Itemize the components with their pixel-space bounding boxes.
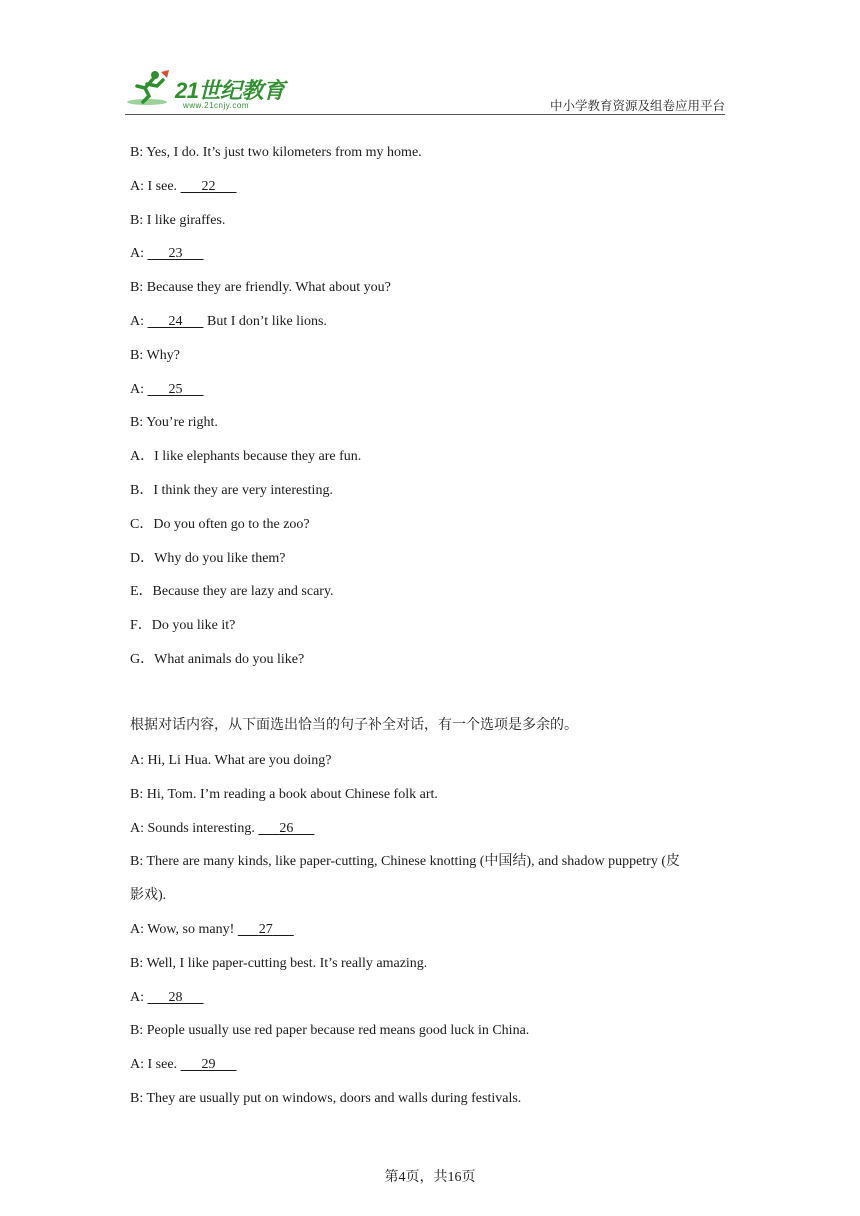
- line-text: B: You’re right.: [130, 415, 218, 430]
- line-text: B: There are many kinds, like paper-cutting, Chinese knotting (中国结), and shadow puppetry (皮: [130, 854, 681, 869]
- answer-blank[interactable]: [181, 178, 237, 196]
- dialogue-line: [130, 752, 332, 770]
- dialogue-line: [130, 955, 427, 973]
- blank-number: 27: [258, 922, 273, 937]
- line-text: A: Wow, so many!: [130, 922, 238, 937]
- line-text: B: Why?: [130, 348, 180, 363]
- dialogue-line: [130, 786, 438, 804]
- dialogue-line: [130, 1056, 237, 1074]
- blank-number: 24: [168, 314, 183, 329]
- answer-blank[interactable]: [148, 245, 204, 263]
- dialogue-line: [130, 279, 391, 297]
- blank-number: 22: [201, 179, 216, 194]
- logo-subtext: www.21cnjy.com: [183, 101, 249, 110]
- line-text: B: Yes, I do. It’s just two kilometers from my home.: [130, 145, 422, 160]
- answer-blank[interactable]: [238, 921, 294, 939]
- dialogue-line: [130, 347, 180, 365]
- dialogue-line: [130, 414, 218, 432]
- line-text: A: I see.: [130, 179, 181, 194]
- dialogue-line: [130, 313, 327, 331]
- option-item: A．I like elephants because they are fun.: [130, 449, 362, 464]
- dialogue-line: [130, 381, 204, 399]
- line-text: A: Sounds interesting.: [130, 821, 259, 836]
- line-text: A:: [130, 246, 148, 261]
- runner-logo-icon: [125, 68, 175, 108]
- line-text: B: Hi, Tom. I’m reading a book about Chinese folk art.: [130, 787, 438, 802]
- dialogue-line: [130, 178, 237, 196]
- answer-blank[interactable]: [258, 820, 314, 838]
- dialogue-line: [130, 212, 225, 230]
- line-text: B: Because they are friendly. What about you?: [130, 280, 391, 295]
- dialogue-line: [130, 1090, 521, 1108]
- option-item: D．Why do you like them?: [130, 551, 286, 566]
- dialogue-line: [130, 989, 204, 1007]
- answer-blank[interactable]: [148, 989, 204, 1007]
- answer-blank[interactable]: [148, 381, 204, 399]
- dialogue-line: [130, 887, 166, 905]
- line-text: A: Hi, Li Hua. What are you doing?: [130, 753, 332, 768]
- line-text: A:: [130, 314, 148, 329]
- blank-number: 25: [168, 382, 183, 397]
- option-item: B．I think they are very interesting.: [130, 483, 333, 498]
- option-item: G．What animals do you like?: [130, 652, 305, 667]
- line-text: 影戏).: [130, 888, 167, 903]
- page-header: [125, 68, 725, 116]
- dialogue-line: [130, 144, 422, 162]
- dialogue-line: [130, 853, 680, 871]
- dialogue-line: [130, 820, 314, 838]
- blank-number: 26: [279, 821, 294, 836]
- header-divider: [125, 114, 725, 115]
- blank-number: 29: [201, 1057, 216, 1072]
- dialogue-line: [130, 245, 204, 263]
- line-text: A:: [130, 382, 148, 397]
- option-item: F．Do you like it?: [130, 618, 236, 633]
- logo-text: 21世纪教育: [175, 78, 285, 103]
- dialogue-line: [130, 921, 294, 939]
- option-item: E．Because they are lazy and scary.: [130, 584, 334, 599]
- line-text: B: Well, I like paper-cutting best. It’s really amazing.: [130, 956, 428, 971]
- line-text: B: They are usually put on windows, doors and walls during festivals.: [130, 1091, 522, 1106]
- blank-number: 23: [168, 246, 183, 261]
- platform-name: 中小学教育资源及组卷应用平台: [549, 99, 725, 113]
- answer-blank[interactable]: [181, 1056, 237, 1074]
- dialogue-line: [130, 1022, 529, 1040]
- logo: [125, 68, 295, 116]
- line-text: B: People usually use red paper because red means good luck in China.: [130, 1023, 530, 1038]
- line-text: B: I like giraffes.: [130, 213, 226, 228]
- option-item: C．Do you often go to the zoo?: [130, 517, 310, 532]
- answer-blank[interactable]: [148, 313, 204, 331]
- blank-number: 28: [168, 990, 183, 1005]
- line-text: A: I see.: [130, 1057, 181, 1072]
- instruction-text: 根据对话内容，从下面选出恰当的句子补全对话，有一个选项是多余的。: [130, 718, 578, 733]
- line-suffix: But I don’t like lions.: [203, 314, 327, 329]
- line-text: A:: [130, 990, 148, 1005]
- page-number: 第4页，共16页: [384, 1170, 476, 1185]
